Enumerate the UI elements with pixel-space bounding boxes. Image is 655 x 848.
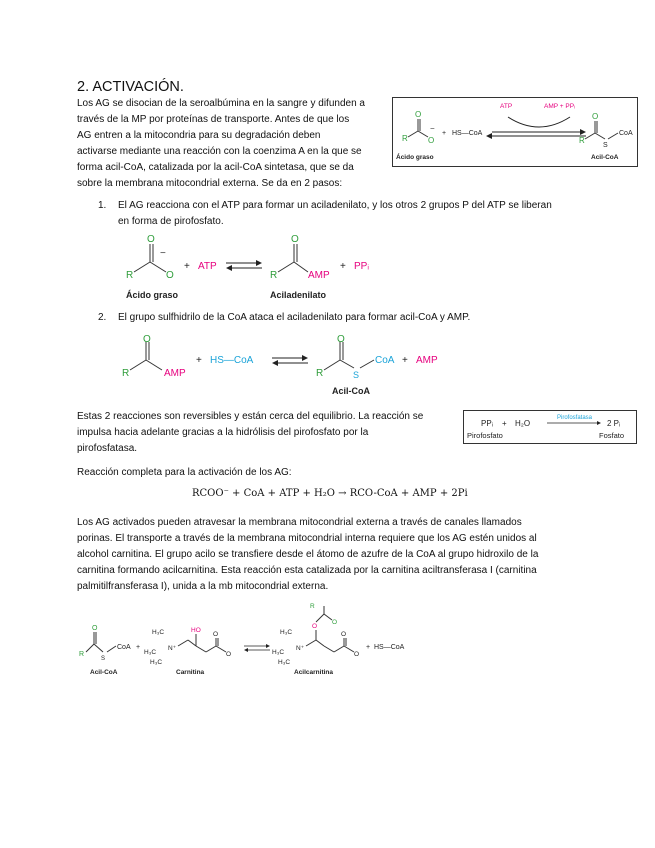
reaction-2-figure xyxy=(118,334,458,396)
h3c-label: H₃C xyxy=(272,649,285,656)
plus-sign: + xyxy=(340,261,346,272)
text-line: El grupo sulfhidrilo de la CoA ataca el aciladenilato para formar acil-CoA y AMP. xyxy=(118,312,471,323)
amp-label: AMP xyxy=(308,270,330,281)
o-label: O xyxy=(341,631,347,638)
coa-label: CoA xyxy=(375,355,395,366)
plus-sign: + xyxy=(442,130,447,137)
r-label: R xyxy=(310,603,315,610)
amp-label: AMP xyxy=(416,355,438,366)
aciladenilato-label: Aciladenilato xyxy=(270,290,327,300)
plus-sign: + xyxy=(402,355,408,366)
text-line: sobre la membrana mitocondrial externa. Se da en 2 pasos: xyxy=(77,178,343,189)
r-label: R xyxy=(402,134,408,143)
o-label: O xyxy=(354,651,360,658)
acilcarnitina-label: Acilcarnitina xyxy=(294,669,334,676)
hs-coa-label: HS—CoA xyxy=(210,355,254,366)
o-label: O xyxy=(415,110,422,119)
plus-sign: + xyxy=(136,644,141,651)
step-2 xyxy=(98,310,598,326)
atp-label: ATP xyxy=(198,261,217,272)
ppi-label: PPᵢ xyxy=(354,261,369,272)
overview-reaction-figure xyxy=(392,97,638,167)
pyrophosphatase-box xyxy=(463,410,637,444)
o-label: O xyxy=(291,234,299,245)
plus-sign: + xyxy=(184,261,190,272)
o-label: O xyxy=(213,631,219,638)
ho-label: HO xyxy=(191,627,201,634)
step-number: 2. xyxy=(98,312,107,323)
h3c-label: H₃C xyxy=(144,649,157,656)
text-line: en forma de pirofosfato. xyxy=(118,216,224,227)
text-line: activarse mediante una reacción con la coenzima A en la que se xyxy=(77,146,362,157)
r-label: R xyxy=(579,136,585,145)
o-label: O xyxy=(592,112,599,121)
o-label: O xyxy=(147,234,155,245)
text-line: AG entren a la mitocondria para su degradación deben xyxy=(77,130,321,141)
minus-label: − xyxy=(160,248,166,259)
s-label: S xyxy=(101,656,106,662)
intro-paragraph xyxy=(77,96,385,192)
text-line: carnitina formando acilcarnitina. Esta reacción esta catalizada por la carnitina aciltransferasa I (carnitina xyxy=(77,565,537,576)
amp-label: AMP xyxy=(164,368,186,379)
reversible-paragraph xyxy=(77,409,452,457)
step-number: 1. xyxy=(98,200,107,211)
o-label: O xyxy=(143,334,151,345)
pi-label: 2 Pᵢ xyxy=(607,419,621,428)
n-plus-label: N⁺ xyxy=(168,645,177,652)
hs-coa-label: HS—CoA xyxy=(452,130,483,137)
text-line: forma acil-CoA, catalizada por la acil-CoA sintetasa, que se da xyxy=(77,162,354,173)
r-label: R xyxy=(316,368,324,379)
plus-sign: + xyxy=(502,419,507,428)
minus-label: − xyxy=(430,124,435,133)
final-paragraph xyxy=(77,515,577,595)
pirofosfato-label: Pirofosfato xyxy=(467,431,503,440)
text-line: porinas. El transporte a través de la membrana mitocondrial interna requiere que los AG estén unidos al xyxy=(77,533,537,544)
r-label: R xyxy=(126,270,134,281)
text-line: El AG reacciona con el ATP para formar un aciladenilato, y los otros 2 grupos P del ATP se liberan xyxy=(118,200,552,211)
text-line: palmitilfransferasa I), unida a la mb mitocondrial externa. xyxy=(77,581,329,592)
step-1 xyxy=(98,198,598,232)
acid-label: Ácido graso xyxy=(396,154,434,161)
acil-coa-label: Acil-CoA xyxy=(90,669,118,676)
text-line: impulsa hacia adelante gracias a la hidrólisis del pirofosfato por la xyxy=(77,427,369,438)
section-title: 2. ACTIVACIÓN. xyxy=(77,79,184,95)
fosfato-label: Fosfato xyxy=(599,431,625,440)
carnitine-reaction-figure xyxy=(76,598,416,682)
acil-coa-label: Acil-CoA xyxy=(591,154,619,161)
r-label: R xyxy=(122,368,130,379)
enzyme-label: Pirofosfatasa xyxy=(557,415,593,421)
amp-ppi-label: AMP + PPᵢ xyxy=(544,103,576,110)
n-plus-label: N⁺ xyxy=(296,645,305,652)
complete-equation: RCOO⁻ + CoA + ATP + H₂O → RCO-CoA + AMP + 2Pi xyxy=(192,488,468,499)
o-label: O xyxy=(166,270,174,281)
plus-sign: + xyxy=(196,355,202,366)
o-label: O xyxy=(428,136,435,145)
hs-coa-label: HS—CoA xyxy=(374,644,405,651)
h3c-label: H₃C xyxy=(150,659,163,666)
text-line: través de la MP por proteínas de transporte. Antes de que los xyxy=(77,114,350,125)
o-label: O xyxy=(226,651,232,658)
h2o-label: H₂O xyxy=(515,419,531,428)
complete-reaction-title: Reacción completa para la activación de los AG: xyxy=(77,467,292,478)
h3c-label: H₃C xyxy=(152,629,165,636)
r-label: R xyxy=(270,270,278,281)
o-label: O xyxy=(92,625,98,632)
ppi-label: PPᵢ xyxy=(481,419,493,428)
o-label: O xyxy=(312,623,318,630)
atp-label: ATP xyxy=(500,103,513,110)
text-line: alcohol carnitina. El grupo acilo se transfiere desde el átomo de azufre de la CoA al grupo hidroxilo de la xyxy=(77,549,539,560)
text-line: Estas 2 reacciones son reversibles y están cerca del equilibrio. La reacción se xyxy=(77,411,424,422)
carnitina-label: Carnitina xyxy=(176,669,205,676)
acil-coa-label: Acil-CoA xyxy=(332,386,370,396)
text-line: pirofosfatasa. xyxy=(77,443,138,454)
plus-sign: + xyxy=(366,644,371,651)
coa-label: CoA xyxy=(117,644,131,651)
s-label: S xyxy=(603,142,608,149)
coa-label: CoA xyxy=(619,130,633,137)
acid-label: Ácido graso xyxy=(126,290,179,300)
r-label: R xyxy=(79,651,85,658)
text-line: Los AG se disocian de la seroalbúmina en la sangre y difunden a xyxy=(77,98,365,109)
reaction-1-figure xyxy=(118,232,378,304)
o-label: O xyxy=(337,334,345,345)
o-label: O xyxy=(332,619,338,626)
h3c-label: H₃C xyxy=(280,629,293,636)
h3c-label: H₃C xyxy=(278,659,291,666)
s-label: S xyxy=(353,370,360,380)
text-line: Los AG activados pueden atravesar la membrana mitocondrial externa a través de canales llamados xyxy=(77,517,522,528)
